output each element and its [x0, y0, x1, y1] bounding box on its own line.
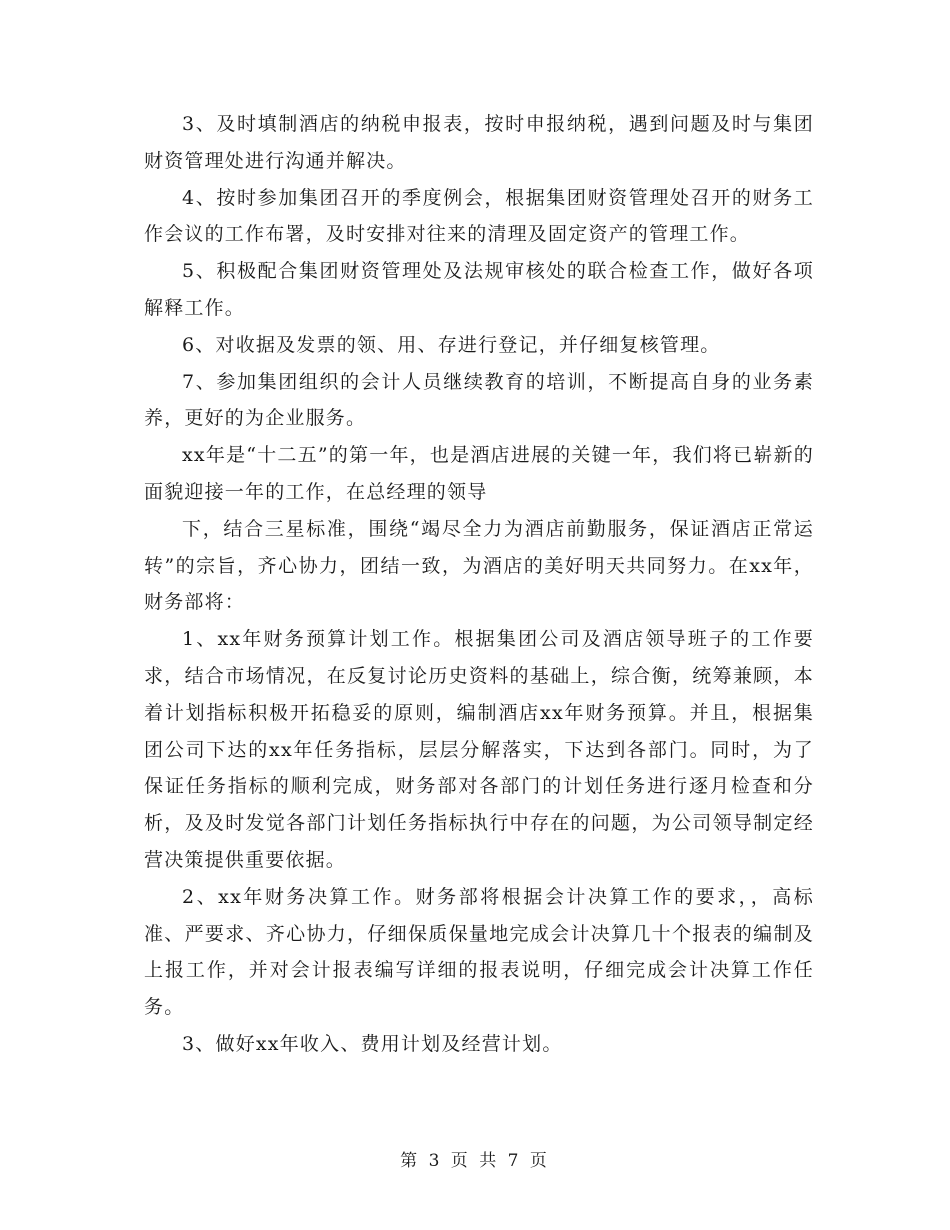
paragraph-intro: xx年是“十二五”的第一年，也是酒店进展的关键一年，我们将已崭新的面貌迎接一年的工作，在总经理的领导: [144, 444, 814, 503]
paragraph-plan-2: 2、xx年财务决算工作。财务部将根据会计决算工作的要求，，高标准、严要求、齐心协力，仔细保质保量地完成会计决算几十个报表的编制及上报工作，并对会计报表编写详细的报表说明，仔细完成会计决算工作任务。: [144, 885, 814, 1019]
paragraph-item-4: 4、按时参加集团召开的季度例会，根据集团财资管理处召开的财务工作会议的工作布署，及时安排对往来的清理及固定资产的管理工作。: [144, 186, 814, 246]
paragraph-plan-1: 1、xx年财务预算计划工作。根据集团公司及酒店领导班子的工作要求，结合市场情况，在反复讨论历史资料的基础上，综合衡，统筹兼顾，本着计划指标积极开拓稳妥的原则，编制酒店xx年财务预算。并且，根据集团公司下达的xx年任务指标，层层分解落实，下达到各部门。同时，为了保证任务指标的顺利完成，财务部对各部门的计划任务进行逐月检查和分析，及及时发觉各部门计划任务指标执行中存在的问题，为公司领导制定经营决策提供重要依据。: [144, 628, 814, 871]
paragraph-item-5: 5、积极配合集团财资管理处及法规审核处的联合检查工作，做好各项解释工作。: [144, 260, 814, 319]
page-footer: 第 3 页 共 7 页: [400, 1151, 550, 1171]
paragraph-item-3: 3、及时填制酒店的纳税申报表，按时申报纳税，遇到问题及时与集团财资管理处进行沟通并解决。: [144, 113, 814, 172]
paragraph-item-7: 7、参加集团组织的会计人员继续教育的培训，不断提高自身的业务素养，更好的为企业服务。: [144, 370, 814, 430]
document-body: [144, 106, 814, 1063]
paragraph-item-6: 6、对收据及发票的领、用、存进行登记，并仔细复核管理。: [182, 333, 721, 356]
paragraph-intro-continued: 下，结合三星标准，围绕“竭尽全力为酒店前勤服务，保证酒店正常运转”的宗旨，齐心协力，团结一致，为酒店的美好明天共同努力。在xx年，财务部将：: [144, 517, 814, 614]
paragraph-plan-3: 3、做好xx年收入、费用计划及经营计划。: [182, 1032, 563, 1055]
